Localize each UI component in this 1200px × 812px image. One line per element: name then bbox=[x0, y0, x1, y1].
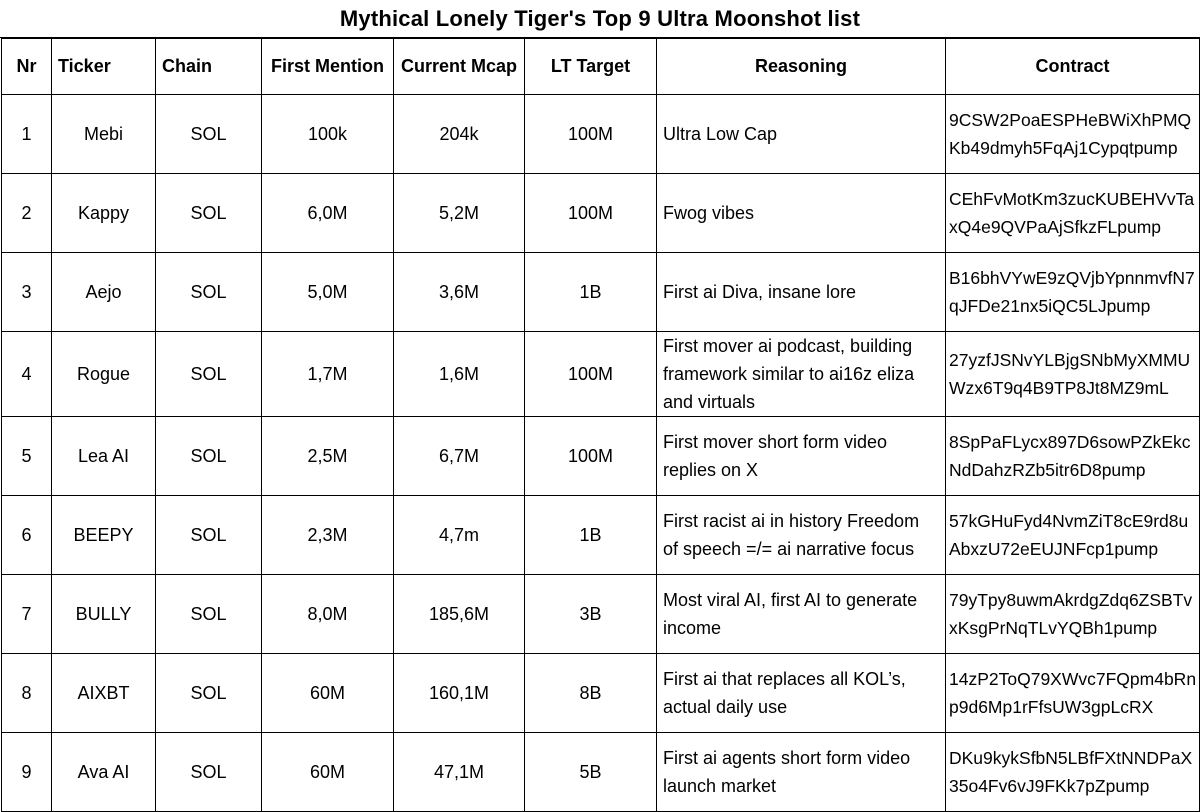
cell-nr: 2 bbox=[2, 174, 52, 253]
cell-first-mention: 5,0M bbox=[262, 253, 394, 332]
cell-reasoning: First ai agents short form video launch market bbox=[657, 733, 946, 812]
cell-lt-target: 100M bbox=[525, 95, 657, 174]
cell-contract: 57kGHuFyd4NvmZiT8cE9rd8uAbxzU72eEUJNFcp1pump bbox=[946, 496, 1200, 575]
header-current-mcap: Current Mcap bbox=[394, 39, 525, 95]
cell-chain: SOL bbox=[156, 575, 262, 654]
header-lt-target: LT Target bbox=[525, 39, 657, 95]
cell-contract: 9CSW2PoaESPHeBWiXhPMQKb49dmyh5FqAj1Cypqtpump bbox=[946, 95, 1200, 174]
cell-contract: CEhFvMotKm3zucKUBEHVvTaxQ4e9QVPaAjSfkzFLpump bbox=[946, 174, 1200, 253]
cell-ticker: Aejo bbox=[52, 253, 156, 332]
cell-reasoning: First racist ai in history Freedom of speech =/= ai narrative focus bbox=[657, 496, 946, 575]
cell-reasoning: Fwog vibes bbox=[657, 174, 946, 253]
cell-chain: SOL bbox=[156, 417, 262, 496]
cell-reasoning: First ai that replaces all KOL’s, actual daily use bbox=[657, 654, 946, 733]
cell-current-mcap: 47,1M bbox=[394, 733, 525, 812]
cell-lt-target: 1B bbox=[525, 253, 657, 332]
cell-current-mcap: 160,1M bbox=[394, 654, 525, 733]
cell-reasoning: First ai Diva, insane lore bbox=[657, 253, 946, 332]
cell-ticker: Mebi bbox=[52, 95, 156, 174]
cell-ticker: Kappy bbox=[52, 174, 156, 253]
cell-current-mcap: 4,7m bbox=[394, 496, 525, 575]
header-chain: Chain bbox=[156, 39, 262, 95]
table-row bbox=[2, 174, 1200, 253]
cell-first-mention: 6,0M bbox=[262, 174, 394, 253]
cell-contract: DKu9kykSfbN5LBfFXtNNDPaX35o4Fv6vJ9FKk7pZpump bbox=[946, 733, 1200, 812]
cell-nr: 5 bbox=[2, 417, 52, 496]
cell-chain: SOL bbox=[156, 733, 262, 812]
cell-chain: SOL bbox=[156, 332, 262, 417]
cell-nr: 3 bbox=[2, 253, 52, 332]
cell-contract: 8SpPaFLycx897D6sowPZkEkcNdDahzRZb5itr6D8pump bbox=[946, 417, 1200, 496]
cell-reasoning: Most viral AI, first AI to generate income bbox=[657, 575, 946, 654]
table-row bbox=[2, 496, 1200, 575]
cell-current-mcap: 185,6M bbox=[394, 575, 525, 654]
cell-ticker: BULLY bbox=[52, 575, 156, 654]
table-row bbox=[2, 575, 1200, 654]
cell-nr: 4 bbox=[2, 332, 52, 417]
cell-ticker: Lea AI bbox=[52, 417, 156, 496]
cell-ticker: Ava AI bbox=[52, 733, 156, 812]
cell-current-mcap: 6,7M bbox=[394, 417, 525, 496]
cell-nr: 6 bbox=[2, 496, 52, 575]
cell-nr: 9 bbox=[2, 733, 52, 812]
cell-contract: 27yzfJSNvYLBjgSNbMyXMMUWzx6T9q4B9TP8Jt8MZ9mL bbox=[946, 332, 1200, 417]
cell-reasoning: First mover ai podcast, building framework similar to ai16z eliza and virtuals bbox=[657, 332, 946, 417]
cell-current-mcap: 204k bbox=[394, 95, 525, 174]
cell-ticker: BEEPY bbox=[52, 496, 156, 575]
header-reasoning: Reasoning bbox=[657, 39, 946, 95]
cell-first-mention: 2,3M bbox=[262, 496, 394, 575]
table-title: Mythical Lonely Tiger's Top 9 Ultra Moonshot list bbox=[0, 0, 1200, 38]
header-nr: Nr bbox=[2, 39, 52, 95]
cell-reasoning: Ultra Low Cap bbox=[657, 95, 946, 174]
cell-current-mcap: 3,6M bbox=[394, 253, 525, 332]
cell-current-mcap: 5,2M bbox=[394, 174, 525, 253]
cell-lt-target: 100M bbox=[525, 174, 657, 253]
cell-first-mention: 60M bbox=[262, 733, 394, 812]
cell-lt-target: 5B bbox=[525, 733, 657, 812]
table-row bbox=[2, 654, 1200, 733]
header-ticker: Ticker bbox=[52, 39, 156, 95]
cell-first-mention: 1,7M bbox=[262, 332, 394, 417]
cell-first-mention: 100k bbox=[262, 95, 394, 174]
table-row bbox=[2, 95, 1200, 174]
cell-current-mcap: 1,6M bbox=[394, 332, 525, 417]
cell-ticker: Rogue bbox=[52, 332, 156, 417]
cell-contract: 79yTpy8uwmAkrdgZdq6ZSBTvxKsgPrNqTLvYQBh1pump bbox=[946, 575, 1200, 654]
header-first-mention: First Mention bbox=[262, 39, 394, 95]
moonshot-table bbox=[1, 38, 1200, 812]
cell-first-mention: 8,0M bbox=[262, 575, 394, 654]
cell-chain: SOL bbox=[156, 496, 262, 575]
table-row bbox=[2, 332, 1200, 417]
cell-chain: SOL bbox=[156, 174, 262, 253]
table-row bbox=[2, 417, 1200, 496]
cell-lt-target: 100M bbox=[525, 332, 657, 417]
cell-chain: SOL bbox=[156, 95, 262, 174]
table-row bbox=[2, 733, 1200, 812]
cell-nr: 7 bbox=[2, 575, 52, 654]
header-row bbox=[2, 39, 1200, 95]
cell-nr: 1 bbox=[2, 95, 52, 174]
cell-lt-target: 100M bbox=[525, 417, 657, 496]
cell-reasoning: First mover short form video replies on X bbox=[657, 417, 946, 496]
cell-ticker: AIXBT bbox=[52, 654, 156, 733]
cell-first-mention: 2,5M bbox=[262, 417, 394, 496]
cell-chain: SOL bbox=[156, 253, 262, 332]
cell-nr: 8 bbox=[2, 654, 52, 733]
cell-lt-target: 1B bbox=[525, 496, 657, 575]
cell-lt-target: 8B bbox=[525, 654, 657, 733]
cell-first-mention: 60M bbox=[262, 654, 394, 733]
table-row bbox=[2, 253, 1200, 332]
cell-contract: B16bhVYwE9zQVjbYpnnmvfN7qJFDe21nx5iQC5LJpump bbox=[946, 253, 1200, 332]
header-contract: Contract bbox=[946, 39, 1200, 95]
cell-lt-target: 3B bbox=[525, 575, 657, 654]
cell-contract: 14zP2ToQ79XWvc7FQpm4bRnp9d6Mp1rFfsUW3gpLcRX bbox=[946, 654, 1200, 733]
cell-chain: SOL bbox=[156, 654, 262, 733]
